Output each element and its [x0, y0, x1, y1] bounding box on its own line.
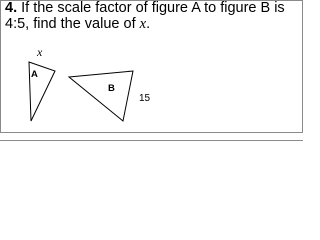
- question-prompt: If the scale factor of figure A to figure B is 4:5, find the value of: [5, 0, 285, 32]
- figure-b-label: B: [108, 83, 115, 94]
- figure-b-side-label: 15: [139, 93, 151, 104]
- figure-a-side-label: x: [37, 45, 43, 59]
- figure-a-label: A: [31, 69, 38, 80]
- triangle-b: [69, 71, 133, 121]
- question-end: .: [146, 16, 151, 32]
- question-variable: x: [139, 16, 147, 32]
- question-number: 4.: [5, 0, 18, 16]
